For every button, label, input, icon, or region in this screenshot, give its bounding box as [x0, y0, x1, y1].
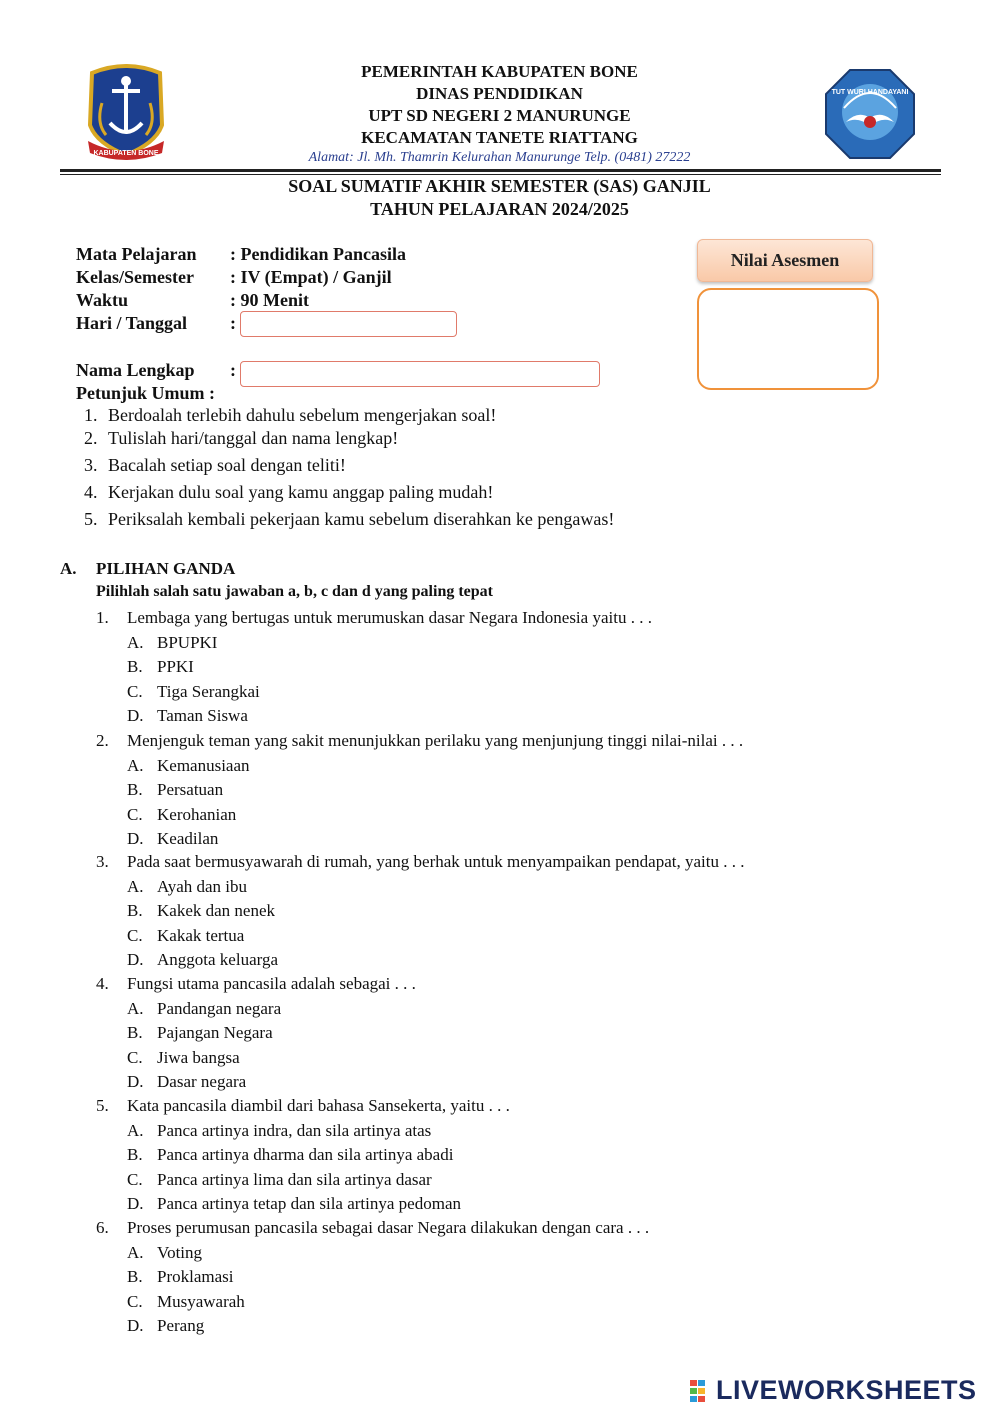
info-value-kelas: : IV (Empat) / Ganjil — [230, 267, 392, 287]
question-5: 5. Kata pancasila diambil dari bahasa Sansekerta, yaitu . . . — [96, 1096, 510, 1115]
question-2: 2. Menjenguk teman yang sakit menunjukkan perilaku yang menjunjung tinggi nilai-nilai . . . — [96, 731, 744, 750]
info-value-waktu: : 90 Menit — [230, 290, 309, 310]
question-3-option-a[interactable]: A. Ayah dan ibu — [127, 876, 248, 896]
instruction-item: 3. Bacalah setiap soal dengan teliti! — [84, 455, 346, 475]
header-line-4: KECAMATAN TANETE RIATTANG — [361, 128, 638, 147]
instruction-item: 2. Tulislah hari/tanggal dan nama lengkap! — [84, 428, 399, 448]
info-label-mapel: Mata Pelajaran — [76, 244, 197, 264]
svg-text:KABUPATEN BONE: KABUPATEN BONE — [93, 150, 159, 157]
info-colon-nama: : — [230, 360, 236, 380]
header-line-2: DINAS PENDIDIKAN — [416, 84, 583, 103]
header-address: Alamat: Jl. Mh. Thamrin Kelurahan Manurunge Telp. (0481) 27222 — [308, 150, 691, 165]
instruction-item: 5. Periksalah kembali pekerjaan kamu sebelum diserahkan ke pengawas! — [84, 509, 615, 529]
question-4: 4. Fungsi utama pancasila adalah sebagai . . . — [96, 974, 416, 993]
question-3-option-c[interactable]: C. Kakak tertua — [127, 925, 245, 945]
question-1-option-a[interactable]: A. BPUPKI — [127, 632, 218, 652]
question-5-option-d[interactable]: D. Panca artinya tetap dan sila artinya pedoman — [127, 1194, 461, 1213]
question-1-option-c[interactable]: C. Tiga Serangkai — [127, 681, 260, 701]
nilai-asesmen-box[interactable] — [697, 288, 879, 390]
question-3-option-b[interactable]: B. Kakek dan nenek — [127, 901, 276, 920]
question-5-option-a[interactable]: A. Panca artinya indra, dan sila artinya atas — [127, 1120, 432, 1140]
question-6: 6. Proses perumusan pancasila sebagai dasar Negara dilakukan dengan cara . . . — [96, 1218, 650, 1237]
question-5-option-c[interactable]: C. Panca artinya lima dan sila artinya dasar — [127, 1169, 432, 1189]
instruction-item: 1. Berdoalah terlebih dahulu sebelum mengerjakan soal! — [84, 405, 497, 425]
exam-year: TAHUN PELAJARAN 2024/2025 — [370, 199, 629, 219]
nama-input[interactable] — [240, 361, 600, 387]
question-6-option-a[interactable]: A. Voting — [127, 1242, 203, 1262]
instruction-item: 4. Kerjakan dulu soal yang kamu anggap paling mudah! — [84, 482, 494, 502]
info-value-mapel: : Pendidikan Pancasila — [230, 244, 407, 264]
question-6-option-b[interactable]: B. Proklamasi — [127, 1267, 234, 1286]
question-6-option-d[interactable]: D. Perang — [127, 1316, 205, 1335]
question-4-option-b[interactable]: B. Pajangan Negara — [127, 1023, 273, 1042]
header-rule-thick — [60, 169, 941, 172]
info-label-waktu: Waktu — [76, 290, 129, 310]
question-6-option-c[interactable]: C. Musyawarah — [127, 1291, 245, 1311]
petunjuk-heading: Petunjuk Umum : — [76, 383, 216, 403]
question-4-option-d[interactable]: D. Dasar negara — [127, 1072, 247, 1091]
nilai-asesmen-label: Nilai Asesmen — [697, 239, 873, 282]
exam-title: SOAL SUMATIF AKHIR SEMESTER (SAS) GANJIL — [288, 176, 711, 196]
question-2-option-c[interactable]: C. Kerohanian — [127, 804, 237, 824]
question-2-option-b[interactable]: B. Persatuan — [127, 780, 224, 799]
svg-text:TUT WURI HANDAYANI: TUT WURI HANDAYANI — [831, 89, 909, 96]
question-1-option-b[interactable]: B. PPKI — [127, 657, 194, 676]
question-4-option-a[interactable]: A. Pandangan negara — [127, 998, 282, 1018]
section-instruction: Pilihlah salah satu jawaban a, b, c dan d yang paling tepat — [96, 583, 493, 600]
info-label-nama: Nama Lengkap — [76, 360, 195, 380]
question-1: 1. Lembaga yang bertugas untuk merumuskan dasar Negara Indonesia yaitu . . . — [96, 608, 652, 627]
question-1-option-d[interactable]: D. Taman Siswa — [127, 706, 248, 725]
info-label-kelas: Kelas/Semester — [76, 267, 194, 287]
liveworksheets-icon — [690, 1378, 714, 1400]
question-5-option-b[interactable]: B. Panca artinya dharma dan sila artinya abadi — [127, 1145, 454, 1164]
question-4-option-c[interactable]: C. Jiwa bangsa — [127, 1047, 240, 1067]
info-colon-tanggal: : — [230, 313, 236, 333]
question-2-option-d[interactable]: D. Keadilan — [127, 829, 219, 848]
section-title: PILIHAN GANDA — [96, 559, 236, 578]
question-3: 3. Pada saat bermusyawarah di rumah, yang berhak untuk menyampaikan pendapat, yaitu . . . — [96, 852, 745, 871]
question-2-option-a[interactable]: A. Kemanusiaan — [127, 755, 250, 775]
question-3-option-d[interactable]: D. Anggota keluarga — [127, 950, 279, 969]
liveworksheets-brand: LIVEWORKSHEETS — [690, 1375, 977, 1406]
info-label-tanggal: Hari / Tanggal — [76, 313, 188, 333]
header-line-3: UPT SD NEGERI 2 MANURUNGE — [368, 106, 631, 125]
tanggal-input[interactable] — [240, 311, 457, 337]
header-line-1: PEMERINTAH KABUPATEN BONE — [361, 62, 638, 81]
section-letter: A. — [60, 559, 77, 578]
